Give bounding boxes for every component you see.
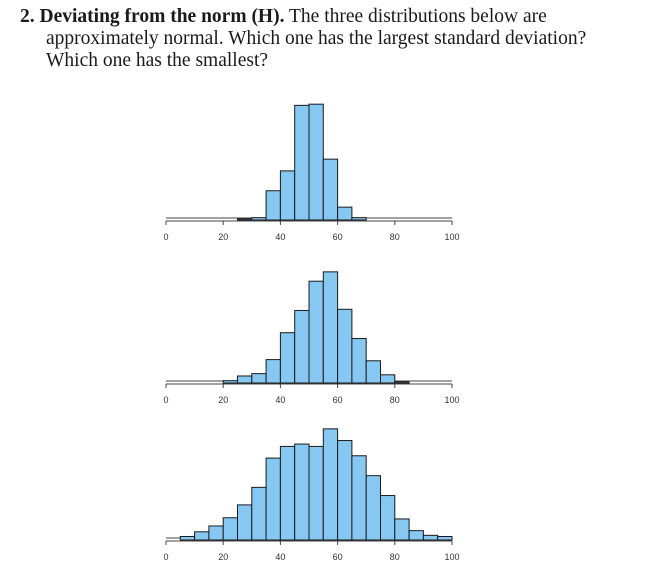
chart-3-bar-65: [352, 456, 366, 540]
chart-1-tick-label-60: 60: [332, 232, 343, 242]
chart-3-bar-25: [238, 505, 252, 540]
chart-3-bar-70: [366, 476, 380, 540]
chart-2-bar-25: [238, 376, 252, 383]
chart-2-bar-20: [223, 381, 237, 383]
chart-1-bar-65: [352, 218, 366, 220]
chart-3-bar-15: [209, 526, 223, 540]
chart-3-bar-45: [295, 444, 309, 540]
chart-3-tick-label-100: 100: [444, 552, 460, 562]
chart-1-bar-45: [295, 105, 309, 220]
chart-2-tick-label-60: 60: [332, 395, 343, 405]
chart-3-bar-60: [338, 441, 352, 540]
chart-3-tick-label-40: 40: [275, 552, 286, 562]
chart-3-bar-35: [266, 458, 280, 540]
chart-3-bar-30: [252, 487, 266, 540]
chart-1-bar-50: [309, 104, 323, 220]
chart-1-tick-label-80: 80: [389, 232, 400, 242]
chart-2-tick-label-20: 20: [218, 395, 229, 405]
chart-3-bar-55: [323, 429, 337, 540]
chart-1-bar-35: [266, 191, 280, 220]
chart-2-tick-label-80: 80: [389, 395, 400, 405]
chart-2-bar-75: [381, 375, 395, 383]
chart-3-bar-10: [195, 532, 209, 540]
chart-3-bar-40: [280, 446, 294, 540]
chart-1-bar-25: [238, 219, 252, 220]
chart-3-bar-95: [438, 536, 452, 540]
chart-3-bar-50: [309, 446, 323, 540]
chart-2-tick-label-0: 0: [163, 395, 169, 405]
question-title: Deviating from the norm (H).: [39, 6, 285, 27]
chart-3-tick-label-80: 80: [389, 552, 400, 562]
chart-1-tick-label-20: 20: [218, 232, 229, 242]
question-line-3: Which one has the smallest?: [46, 50, 269, 71]
chart-2-tick-label-40: 40: [275, 395, 286, 405]
chart-1-bar-40: [280, 171, 294, 220]
chart-2-bar-80: [395, 382, 409, 383]
chart-3-bar-80: [395, 519, 409, 540]
chart-2-bar-60: [338, 309, 352, 383]
chart-1-tick-label-0: 0: [163, 232, 169, 242]
chart-3-bar-85: [409, 531, 423, 540]
chart-2-bar-40: [280, 333, 294, 383]
question-line-2: approximately normal. Which one has the largest standard deviation?: [46, 28, 587, 49]
chart-2-tick-label-100: 100: [444, 395, 460, 405]
chart-2-bar-35: [266, 360, 280, 383]
question-number: 2.: [20, 6, 35, 27]
chart-1-bar-30: [252, 218, 266, 220]
chart-2-bar-50: [309, 281, 323, 383]
chart-3-tick-label-20: 20: [218, 552, 229, 562]
chart-2-bar-45: [295, 310, 309, 383]
chart-3-bar-90: [423, 535, 437, 540]
chart-3-bar-75: [381, 496, 395, 540]
chart-3-tick-label-60: 60: [332, 552, 343, 562]
chart-1-tick-label-40: 40: [275, 232, 286, 242]
chart-3-bar-20: [223, 518, 237, 540]
question-text-1: The three distributions below are: [289, 6, 547, 27]
chart-1-tick-label-100: 100: [444, 232, 460, 242]
chart-2-bar-65: [352, 339, 366, 383]
chart-2-bar-30: [252, 374, 266, 383]
chart-3-tick-label-0: 0: [163, 552, 169, 562]
chart-1-bar-60: [338, 207, 352, 220]
chart-1-bar-55: [323, 159, 337, 220]
chart-2-bar-55: [323, 272, 337, 383]
chart-3-bar-5: [180, 536, 194, 540]
chart-2-bar-70: [366, 361, 380, 383]
